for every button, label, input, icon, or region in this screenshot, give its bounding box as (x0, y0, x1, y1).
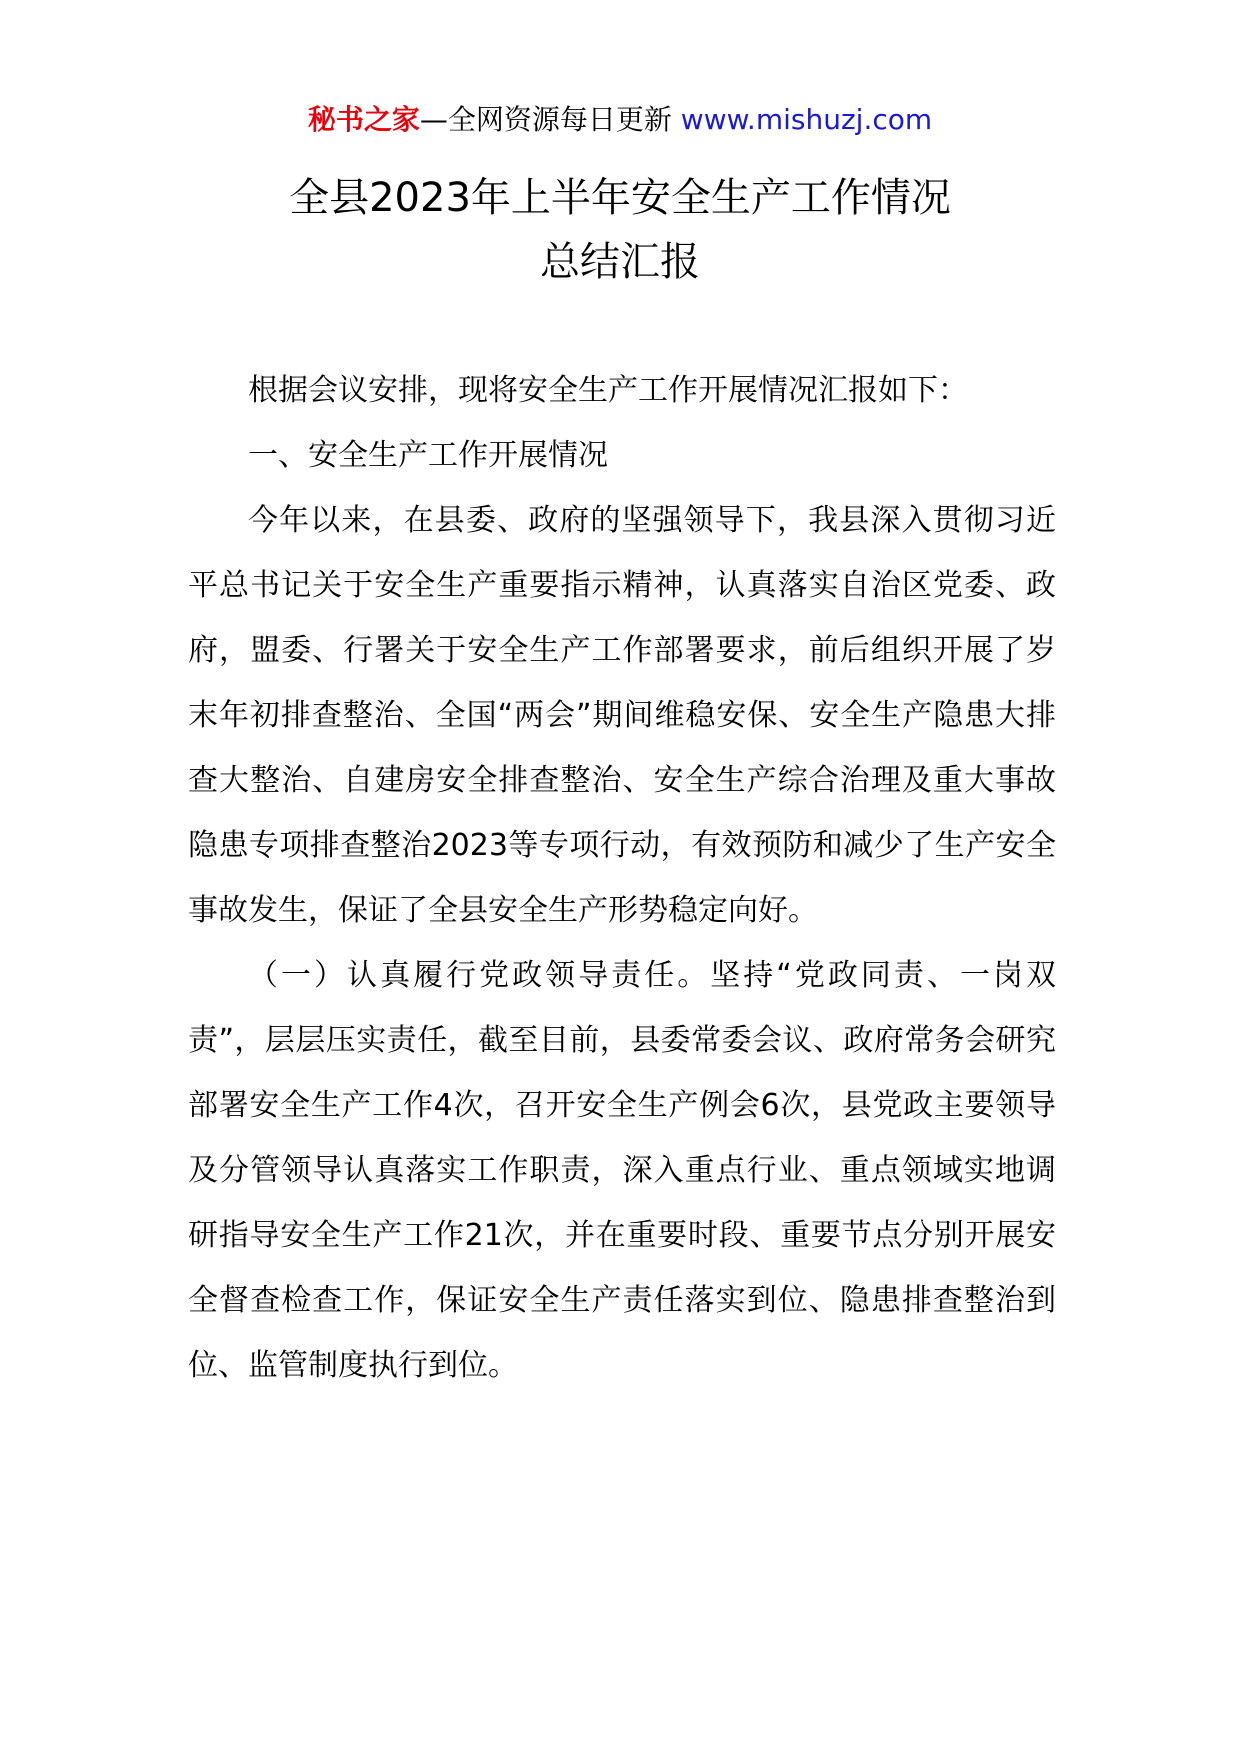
document-body (188, 358, 1056, 1398)
intro-paragraph: 根据会议安排，现将安全生产工作开展情况汇报如下： (248, 373, 968, 408)
document-title (0, 166, 1240, 294)
brand-name: 秘书之家 (307, 103, 420, 136)
title-line-2: 总结汇报 (540, 239, 700, 285)
section-heading-1: 一、安全生产工作开展情况 (248, 438, 608, 473)
watermark-header (0, 100, 1240, 140)
body-paragraph-2: （一）认真履行党政领导责任。坚持“党政同责、一岗双责”，层层压实责任，截至目前，县委常委会议、政府常务会研究部署安全生产工作4次，召开安全生产例会6次，县党政主要领导及分管领导认真落实工作职责，深入重点行业、重点领域实地调研指导安全生产工作21次，并在重要时段、重要节点分别开展安全督查检查工作，保证安全生产责任落实到位、隐患排查整治到位、监管制度执行到位。 (188, 958, 1056, 1383)
body-paragraph-1: 今年以来，在县委、政府的坚强领导下，我县深入贯彻习近平总书记关于安全生产重要指示精神，认真落实自治区党委、政府，盟委、行署关于安全生产工作部署要求，前后组织开展了岁末年初排查整治、全国“两会”期间维稳安保、安全生产隐患大排查大整治、自建房安全排查整治、安全生产综合治理及重大事故隐患专项排查整治2023等专项行动，有效预防和减少了生产安全事故发生，保证了全县安全生产形势稳定向好。 (188, 503, 1056, 928)
title-line-1: 全县2023年上半年安全生产工作情况 (289, 175, 951, 221)
site-link[interactable]: www.mishuzj.com (680, 103, 933, 136)
header-tagline: —全网资源每日更新 (419, 103, 672, 136)
